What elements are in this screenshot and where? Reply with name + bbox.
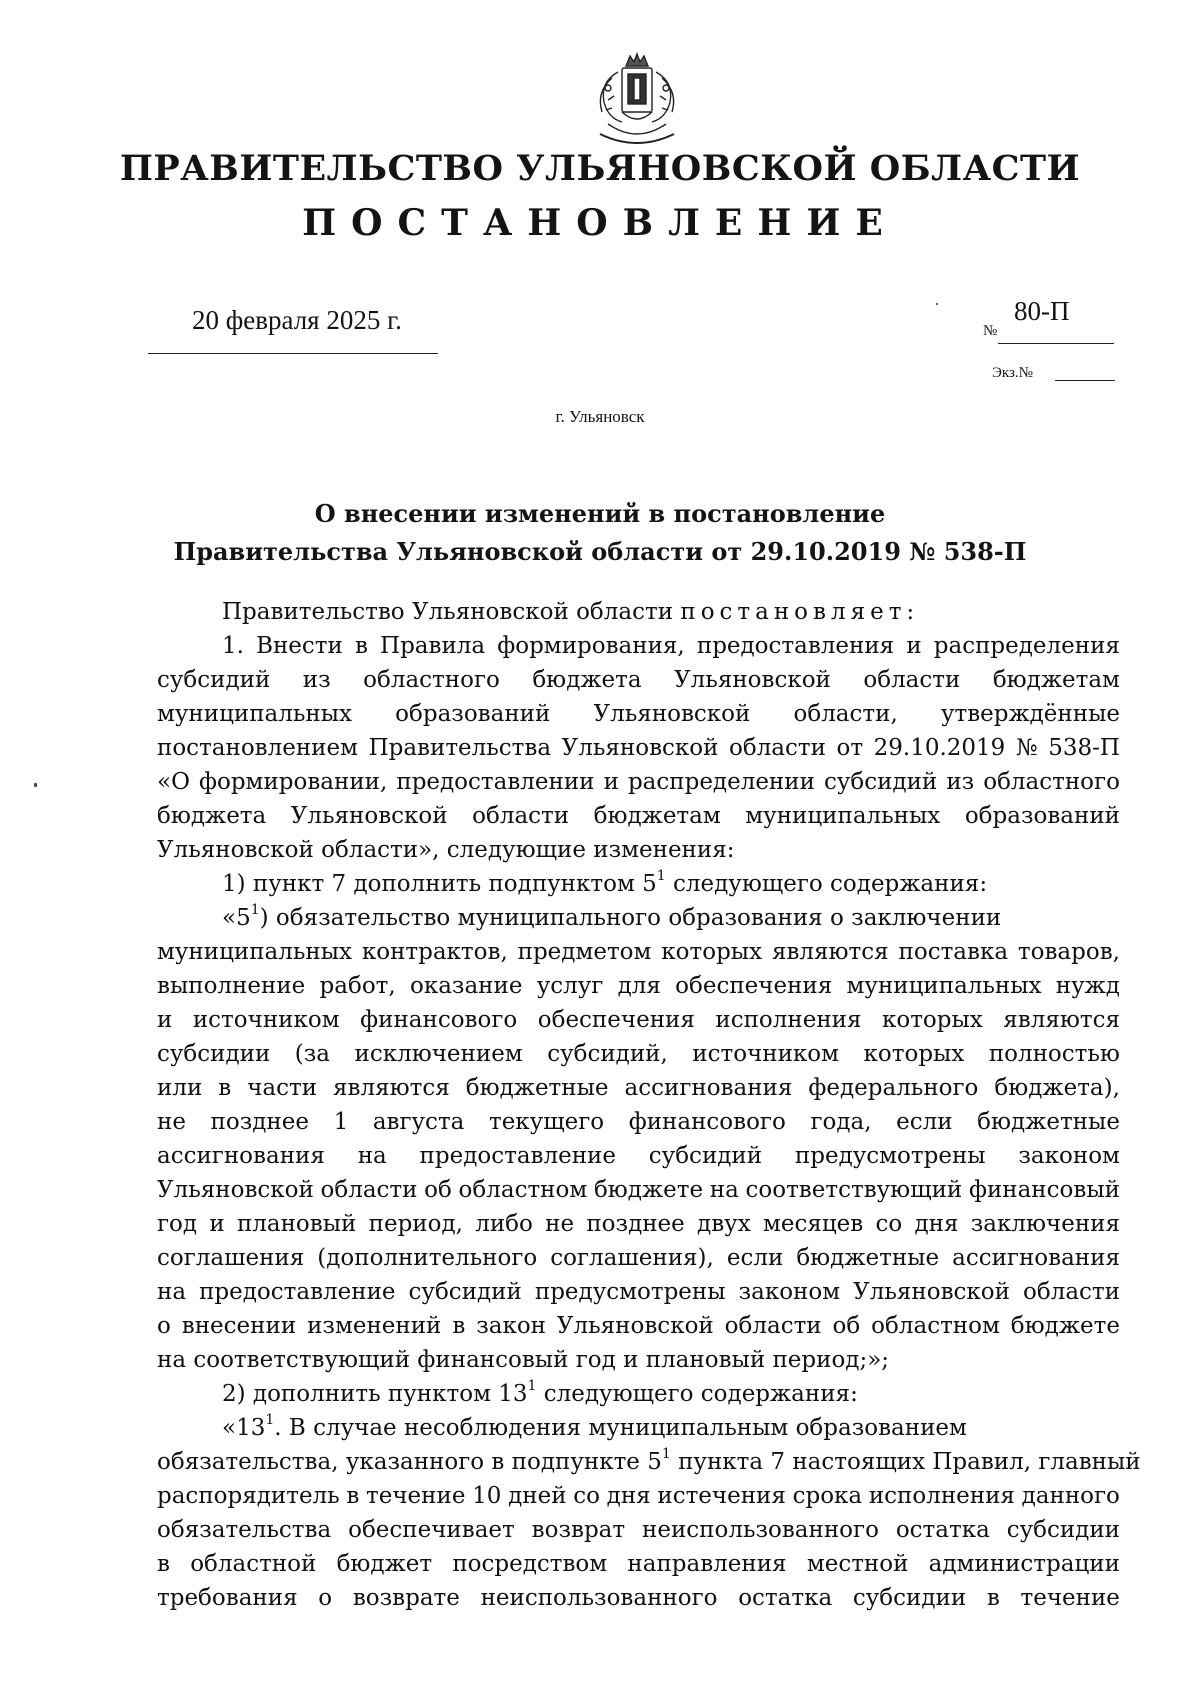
body-word: муниципальных — [745, 803, 941, 829]
copy-number-underline — [1055, 380, 1115, 381]
body-word: неиспользованного — [642, 1517, 879, 1543]
body-word: не — [157, 1109, 186, 1135]
body-word: для — [617, 973, 661, 999]
body-word: предметом — [517, 939, 652, 965]
government-title: ПРАВИТЕЛЬСТВО УЛЬЯНОВСКОЙ ОБЛАСТИ — [119, 148, 1081, 189]
body-word: и — [906, 633, 922, 659]
body-word: соглашения — [157, 1245, 305, 1271]
body-word: образований — [964, 803, 1120, 829]
body-word: в — [346, 1483, 360, 1509]
body-word: Правительства — [368, 735, 552, 761]
body-word: субсидии — [1006, 1517, 1120, 1543]
body-line — [157, 1175, 1120, 1205]
body-word: текущего — [488, 1109, 605, 1135]
body-word: области — [320, 1177, 418, 1203]
body-word: в — [218, 1075, 232, 1101]
body-word: исполнения — [715, 1007, 862, 1033]
body-line — [157, 1005, 1120, 1035]
city: г. Ульяновск — [555, 407, 645, 426]
body-word: период, — [368, 1211, 463, 1237]
body-word: дня — [914, 1211, 959, 1237]
body-word: оказание — [409, 973, 523, 999]
body-word: истечения — [657, 1483, 786, 1509]
body-word: августа — [372, 1109, 465, 1135]
body-word: 538-П — [1048, 735, 1120, 761]
body-line — [157, 767, 1120, 797]
body-word: если — [726, 1245, 784, 1271]
body-line — [157, 1549, 1120, 1579]
body-word: или — [157, 1075, 203, 1101]
body-line — [157, 1073, 1120, 1103]
body-word: 10 — [472, 1483, 502, 1509]
body-word: финансовый — [968, 1177, 1120, 1203]
body-word: год — [157, 1211, 198, 1237]
body-word: № — [1015, 735, 1038, 761]
body-word: обеспечения — [537, 1007, 695, 1033]
body-word: 1. — [222, 633, 244, 659]
body-word: об — [424, 1177, 452, 1203]
body-line — [157, 1039, 1120, 1069]
date-underline — [148, 353, 438, 354]
body-word: и — [157, 1007, 173, 1033]
body-word: бюджетные — [796, 1245, 940, 1271]
body-word: формирования, — [497, 633, 685, 659]
body-word: источником — [692, 1041, 840, 1067]
body-line — [157, 1243, 1120, 1273]
body-line — [157, 1481, 1120, 1511]
body-line — [157, 1583, 1120, 1613]
body-word: областной — [190, 1551, 317, 1577]
body-word: бюджета), — [994, 1075, 1120, 1101]
body-word: субсидии — [157, 1041, 271, 1067]
body-word: области — [729, 735, 826, 761]
body-line — [222, 631, 1120, 661]
number-label: № — [983, 323, 998, 339]
body-word: формировании, — [198, 769, 388, 795]
copy-number-label: Экз.№ — [992, 365, 1033, 381]
body-word: исключением — [354, 1041, 523, 1067]
document-type: ПОСТАНОВЛЕНИЕ — [302, 202, 898, 244]
body-word: области, — [793, 701, 898, 727]
body-word: изменений — [307, 1313, 442, 1339]
body-word: предоставление — [419, 1143, 616, 1169]
body-word: Ульяновской — [674, 667, 831, 693]
body-word: плановый — [236, 1211, 357, 1237]
body-word: бюджет — [336, 1551, 433, 1577]
body-word: контрактов, — [361, 939, 508, 965]
body-word: областного — [363, 667, 500, 693]
body-word: дней — [508, 1483, 567, 1509]
body-word: ассигнования — [952, 1245, 1120, 1271]
body-word: либо — [475, 1211, 533, 1237]
body-word: товаров, — [1017, 939, 1120, 965]
body-word: на — [709, 1177, 739, 1203]
body-word: из — [302, 667, 331, 693]
body-word: предоставления — [696, 633, 895, 659]
body-word: Ульяновской — [290, 803, 448, 829]
body-word: законом — [738, 1279, 841, 1305]
body-word: данного — [1021, 1483, 1120, 1509]
body-word: которых — [661, 939, 763, 965]
subject-line: О внесении изменений в постановление — [314, 499, 886, 528]
body-word: образований — [395, 701, 551, 727]
body-word: финансового — [360, 1007, 518, 1033]
body-word: Ульяновской — [853, 1279, 1010, 1305]
body-word: Ульяновской — [157, 1177, 314, 1203]
body-word: неиспользованного — [480, 1585, 718, 1611]
body-word: которых — [881, 1007, 983, 1033]
body-line: Правительство Ульяновской области постановляет: — [222, 599, 920, 625]
body-line: «$5^1$) обязательство муниципального образования о заключении — [222, 902, 1002, 931]
number-underline — [998, 343, 1114, 344]
body-word: бюджета — [532, 667, 642, 693]
body-line — [157, 1107, 1120, 1137]
body-word: части — [247, 1075, 318, 1101]
body-word: постановлением — [157, 735, 359, 761]
body-line — [157, 801, 1120, 831]
body-word: распорядитель — [157, 1483, 340, 1509]
body-word: области — [1023, 1279, 1120, 1305]
body-word: позднее — [210, 1109, 309, 1135]
body-word: бюджетам — [992, 667, 1120, 693]
body-line — [157, 733, 1120, 763]
body-line — [157, 665, 1120, 695]
body-line — [157, 1277, 1120, 1307]
body-word: от — [836, 735, 864, 761]
body-word: исполнения — [868, 1483, 1015, 1509]
body-word: остатка — [738, 1585, 833, 1611]
body-word: требования — [157, 1585, 298, 1611]
body-word: распределения — [933, 633, 1120, 659]
body-word: двух — [697, 1211, 751, 1237]
body-word: являются — [771, 939, 889, 965]
body-word: на — [157, 1279, 187, 1305]
body-word: бюджетам — [593, 803, 721, 829]
body-word: течение — [366, 1483, 466, 1509]
body-word: в — [354, 633, 368, 659]
body-word: бюджетные — [465, 1075, 609, 1101]
subject-line: Правительства Ульяновской области от 29.10.2019 № 538-П — [173, 537, 1027, 566]
body-word: областном — [871, 1313, 1000, 1339]
body-word: в — [452, 1313, 466, 1339]
body-word: предусмотрены — [794, 1143, 986, 1169]
body-word: местной — [806, 1551, 909, 1577]
body-word: срока — [792, 1483, 863, 1509]
body-line: «$13^1$. В случае несоблюдения муниципальным образованием — [222, 1412, 967, 1441]
body-line — [157, 1515, 1120, 1545]
body-word: на — [357, 1143, 387, 1169]
body-word: бюджета — [157, 803, 267, 829]
body-word: утверждённые — [940, 701, 1120, 727]
body-word: 29.10.2019 — [873, 735, 1006, 761]
body-word: месяцев — [762, 1211, 864, 1237]
body-word: со — [875, 1211, 903, 1237]
body-word: и — [603, 769, 619, 795]
body-word: являются — [333, 1075, 450, 1101]
body-line: обязательства, указанного в подпункте $5^1$ пункта 7 настоящих Правил, главный — [157, 1446, 1141, 1475]
body-word: муниципальных — [157, 701, 352, 727]
scan-speck — [34, 783, 37, 787]
body-line: 1) пункт 7 дополнить подпунктом $5^1$ следующего содержания: — [222, 868, 988, 897]
body-word: субсидий — [408, 1279, 522, 1305]
body-word: «О — [157, 769, 190, 795]
body-word: администрации — [928, 1551, 1120, 1577]
body-word: остатка — [895, 1517, 990, 1543]
body-word: ассигнования — [157, 1143, 325, 1169]
body-word: работ, — [319, 973, 396, 999]
body-line — [157, 699, 1120, 729]
body-word: поставка — [898, 939, 1009, 965]
body-word: о — [318, 1585, 333, 1611]
body-word: законом — [1018, 1143, 1120, 1169]
body-word: субсидий, — [547, 1041, 668, 1067]
body-word: 1 — [333, 1109, 349, 1135]
body-word: финансового — [628, 1109, 786, 1135]
body-word: внесении — [181, 1313, 297, 1339]
body-word: полностью — [988, 1041, 1120, 1067]
body-word: закон — [476, 1313, 546, 1339]
body-word: субсидий — [823, 769, 938, 795]
body-word: субсидии — [852, 1585, 967, 1611]
body-word: предоставлении — [396, 769, 595, 795]
body-line: 2) дополнить пунктом $13^1$ следующего содержания: — [222, 1378, 858, 1407]
body-word: года, — [810, 1109, 872, 1135]
body-word: бюджетные — [977, 1109, 1120, 1135]
body-word: соглашения), — [550, 1245, 714, 1271]
body-word: бюджете — [1010, 1313, 1120, 1339]
body-word: заключения — [970, 1211, 1120, 1237]
body-word: течение — [1020, 1585, 1120, 1611]
body-word: дня — [606, 1483, 651, 1509]
body-line — [157, 1311, 1120, 1341]
body-word: посредством — [452, 1551, 608, 1577]
body-word: областном — [458, 1177, 588, 1203]
body-word: со — [573, 1483, 600, 1509]
body-word: возврат — [531, 1517, 626, 1543]
body-word: обязательства — [157, 1517, 332, 1543]
body-line — [157, 937, 1120, 967]
scan-speck — [936, 303, 938, 305]
body-line — [157, 1141, 1120, 1171]
body-word: (дополнительного — [317, 1245, 538, 1271]
body-word: из — [946, 769, 975, 795]
body-word: области — [724, 1313, 822, 1339]
body-line — [157, 971, 1120, 1001]
body-word: области — [472, 803, 570, 829]
body-word: выполнение — [157, 973, 306, 999]
body-word: соответствующий — [745, 1177, 963, 1203]
body-word: предусмотрены — [534, 1279, 726, 1305]
body-word: обеспечения — [675, 973, 833, 999]
body-word: услуг — [536, 973, 604, 999]
document-number: 80-П — [1014, 296, 1070, 326]
body-word: обеспечивает — [348, 1517, 515, 1543]
body-word: о — [157, 1313, 171, 1339]
body-word: об — [832, 1313, 861, 1339]
body-word: Ульяновской — [556, 1313, 714, 1339]
body-line: на соответствующий финансовый год и плановый период;»; — [157, 1347, 890, 1373]
body-word: области — [863, 667, 961, 693]
body-word: которых — [863, 1041, 965, 1067]
body-word: нужд — [1055, 973, 1120, 999]
body-word: возврате — [352, 1585, 460, 1611]
body-line — [157, 1209, 1120, 1239]
body-word: субсидий — [157, 667, 271, 693]
body-word: направления — [627, 1551, 787, 1577]
body-word: бюджете — [593, 1177, 704, 1203]
body-word: ассигнования — [624, 1075, 793, 1101]
body-word: (за — [294, 1041, 331, 1067]
body-word: источником — [192, 1007, 340, 1033]
body-word: не — [545, 1211, 575, 1237]
body-word: если — [896, 1109, 953, 1135]
body-word: и — [209, 1211, 225, 1237]
body-word: Ульяновской — [561, 735, 719, 761]
body-word: Внести — [256, 633, 343, 659]
body-word: распределении — [627, 769, 815, 795]
body-word: позднее — [586, 1211, 685, 1237]
body-line: Ульяновской области», следующие изменения: — [157, 837, 735, 863]
coat-of-arms-emblem — [578, 52, 696, 152]
document-date: 20 февраля 2025 г. — [192, 305, 402, 335]
body-word: в — [986, 1585, 1000, 1611]
body-word: муниципальных — [157, 939, 352, 965]
document-subject — [0, 495, 1200, 571]
body-word: являются — [1003, 1007, 1120, 1033]
body-word: субсидий — [648, 1143, 763, 1169]
body-word: в — [157, 1551, 170, 1577]
body-word: Правила — [380, 633, 486, 659]
body-word: федерального — [808, 1075, 979, 1101]
body-word: областного — [983, 769, 1120, 795]
body-word: муниципальных — [846, 973, 1042, 999]
body-word: предоставление — [199, 1279, 396, 1305]
body-word: Ульяновской — [593, 701, 751, 727]
